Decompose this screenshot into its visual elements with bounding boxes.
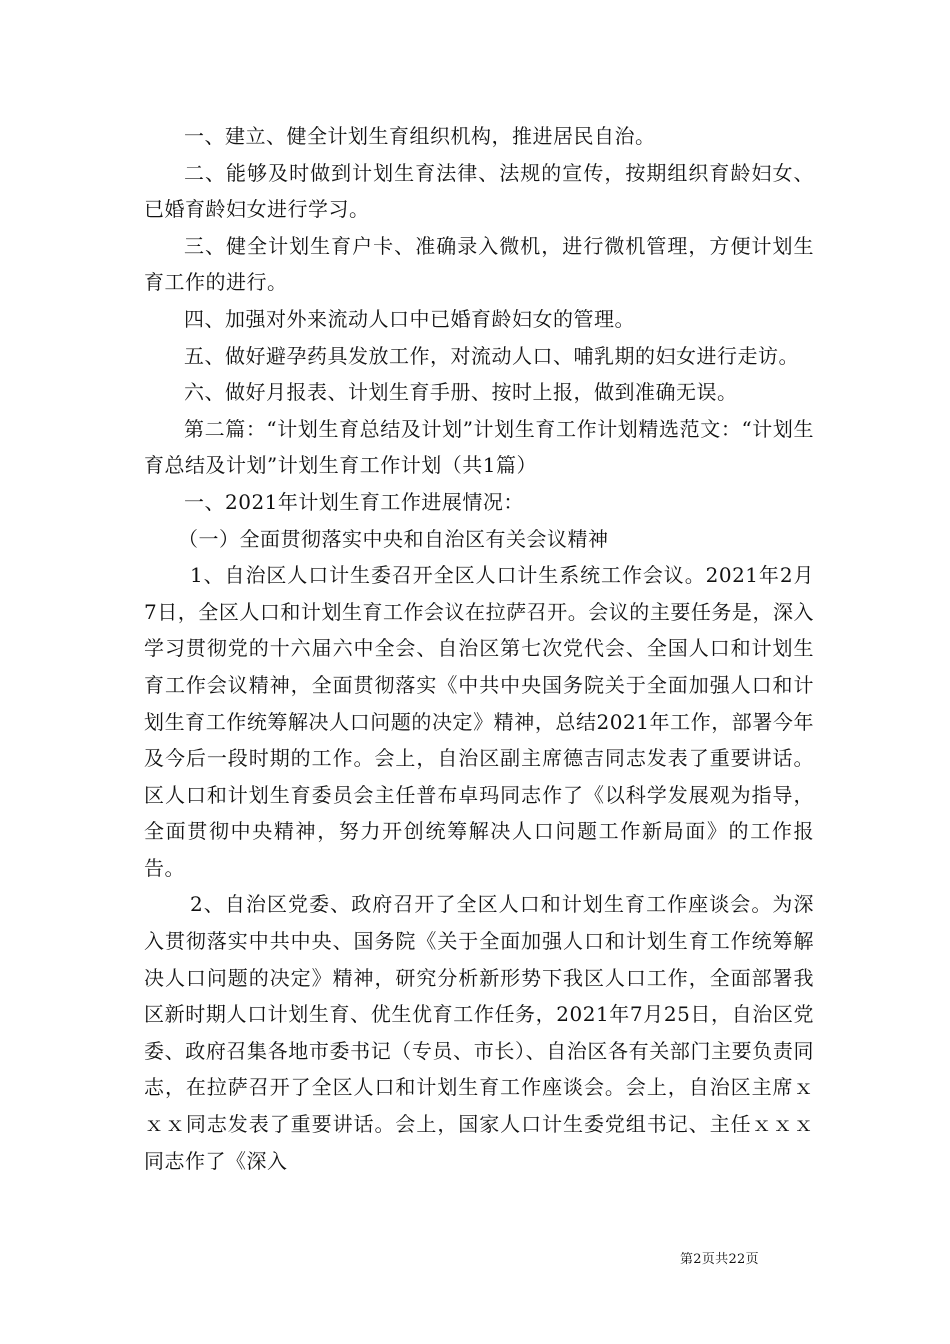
paragraph-point-2: 2、自治区党委、政府召开了全区人口和计划生育工作座谈会。为深入贯彻落实中共中央、国务院《关于全面加强人口和计划生育工作统筹解决人口问题的决定》精神，研究分析新形势下我区人口工作，全面部署我区新时期人口计划生育、优生优育工作任务，2021年7月25日，自治区党委、政府召集各地市委书记（专员、市长）、自治区各有关部门主要负责同志，在拉萨召开了全区人口和计划生育工作座谈会。会上，自治区主席ｘｘｘ同志发表了重要讲话。会上，国家人口计生委党组书记、主任ｘｘｘ同志作了《深入 xyxy=(144,892,814,1173)
paragraph-point-1: 1、自治区人口计生委召开全区人口计生系统工作会议。2021年2月7日，全区人口和计划生育工作会议在拉萨召开。会议的主要任务是，深入学习贯彻党的十六届六中全会、自治区第七次党代会、全国人口和计划生育工作会议精神，全面贯彻落实《中共中央国务院关于全面加强人口和计划生育工作统筹解决人口问题的决定》精神，总结2021年工作，部署今年及今后一段时期的工作。会上，自治区副主席德吉同志发表了重要讲话。区人口和计划生育委员会主任普布卓玛同志作了《以科学发展观为指导，全面贯彻中央精神，努力开创统筹解决人口问题工作新局面》的工作报告。 xyxy=(144,563,814,880)
subsection-heading: （一）全面贯彻落实中央和自治区有关会议精神 xyxy=(178,526,609,551)
paragraph-item-5: 五、做好避孕药具发放工作，对流动人口、哺乳期的妇女进行走访。 xyxy=(184,343,799,368)
paragraph-item-3: 三、健全计划生育户卡、准确录入微机，进行微机管理，方便计划生育工作的进行。 xyxy=(144,233,814,295)
paragraph-item-2: 二、能够及时做到计划生育法律、法规的宣传，按期组织育龄妇女、已婚育龄妇女进行学习。 xyxy=(144,160,814,222)
paragraph-item-1: 一、建立、健全计划生育组织机构，推进居民自治。 xyxy=(184,124,656,148)
section-heading-second-article: 第二篇：“计划生育总结及计划”计划生育工作计划精选范文：“计划生育总结及计划”计划生育工作计划（共1篇） xyxy=(144,416,814,478)
section-heading-progress: 一、2021年计划生育工作进展情况： xyxy=(184,489,524,514)
paragraph-item-6: 六、做好月报表、计划生育手册、按时上报，做到准确无误。 xyxy=(184,380,738,405)
paragraph-item-4: 四、加强对外来流动人口中已婚育龄妇女的管理。 xyxy=(184,306,635,331)
document-body xyxy=(144,118,814,1179)
page-number-footer: 第2页共22页 xyxy=(680,1252,759,1267)
